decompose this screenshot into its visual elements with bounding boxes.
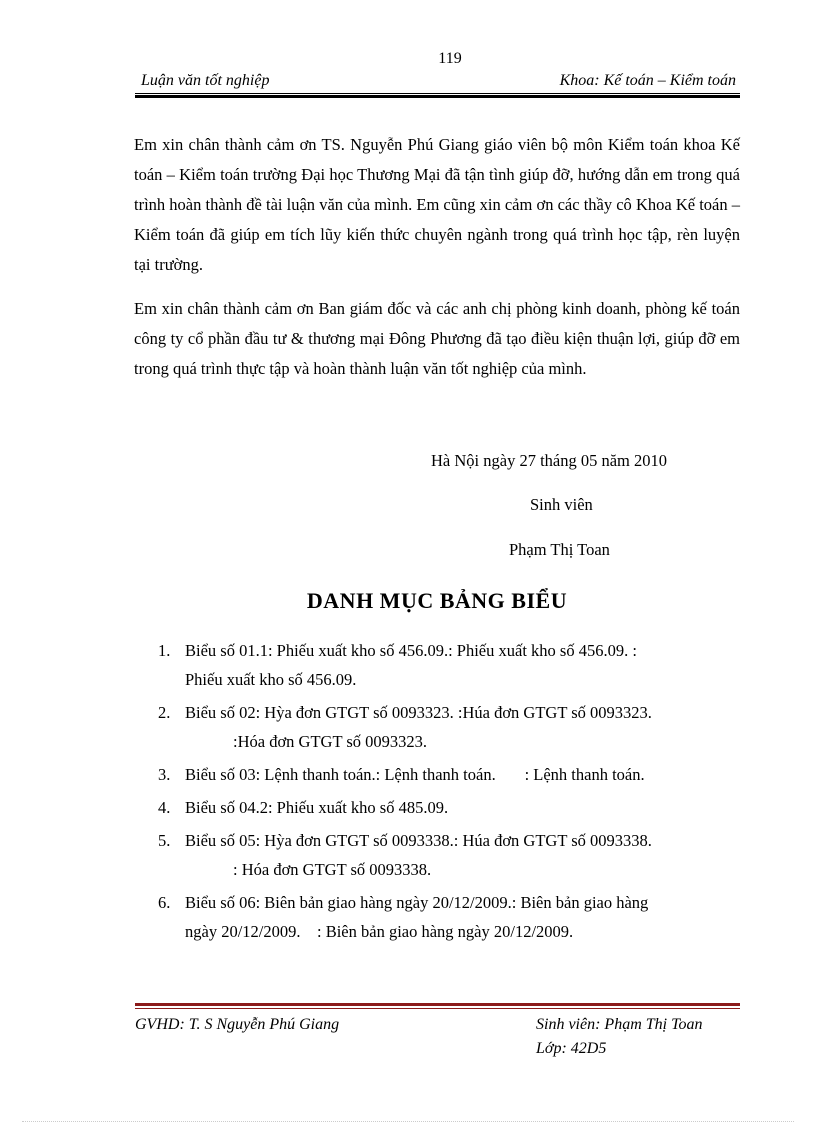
list-item-text: Biểu số 02: Hỳa đơn GTGT số 0093323. :Húa đơn GTGT số 0093323. xyxy=(185,703,652,722)
list-item-text-cont: : Hóa đơn GTGT số 0093338. xyxy=(233,860,432,879)
paragraph-2: Em xin chân thành cảm ơn Ban giám đốc và các anh chị phòng kinh doanh, phòng kế toán công ty cổ phần đầu tư & thương mại Đông Phương đã tạo điều kiện thuận lợi, giúp đỡ em trong quá trình thực tập và hoàn thành luận văn tốt nghiệp của mình. xyxy=(134,299,740,378)
signature-role: Sinh viên xyxy=(530,495,593,514)
footer-class: Lớp: 42D5 xyxy=(536,1040,607,1057)
list-item-text-cont: :Hóa đơn GTGT số 0093323. xyxy=(233,732,428,751)
table-list xyxy=(158,636,740,950)
list-item-number: 4. xyxy=(158,798,171,817)
list-item xyxy=(158,793,740,822)
footer-student xyxy=(536,1013,703,1061)
list-item-number: 6. xyxy=(158,893,171,912)
list-item-number: 3. xyxy=(158,765,171,784)
footer-advisor: GVHD: T. S Nguyễn Phú Giang xyxy=(135,1016,340,1033)
footer-rule-thick xyxy=(135,1003,740,1006)
header-left-title: Luận văn tốt nghiệp xyxy=(141,72,270,89)
list-item xyxy=(158,760,740,789)
list-item-text: Biểu số 06: Biên bản giao hàng ngày 20/12/2009.: Biên bản giao hàng xyxy=(185,893,649,912)
footer-rule-thin xyxy=(135,1008,740,1009)
signature-date: Hà Nội ngày 27 tháng 05 năm 2010 xyxy=(431,451,668,470)
header-rule-thin xyxy=(135,93,740,94)
header-rule-thick xyxy=(135,95,740,98)
list-item-number: 1. xyxy=(158,641,171,660)
list-item-text: Biểu số 04.2: Phiếu xuất kho số 485.09. xyxy=(185,798,449,817)
list-item xyxy=(158,888,740,946)
page-bottom-border xyxy=(22,1121,794,1122)
list-item-text: Biểu số 05: Hỳa đơn GTGT số 0093338.: Húa đơn GTGT số 0093338. xyxy=(185,831,652,850)
list-item xyxy=(158,698,740,756)
list-item xyxy=(158,826,740,884)
footer-student-name: Sinh viên: Phạm Thị Toan xyxy=(536,1016,703,1033)
list-item xyxy=(158,636,740,694)
list-item-text-cont: ngày 20/12/2009. : Biên bản giao hàng ngày 20/12/2009. xyxy=(185,922,574,941)
acknowledgement-body xyxy=(134,130,740,398)
page-number: 119 xyxy=(438,50,462,67)
list-title: DANH MỤC BẢNG BIỂU xyxy=(306,588,568,613)
list-item-number: 2. xyxy=(158,703,171,722)
list-item-number: 5. xyxy=(158,831,171,850)
signature-name: Phạm Thị Toan xyxy=(509,540,610,559)
paragraph-1: Em xin chân thành cảm ơn TS. Nguyễn Phú Giang giáo viên bộ môn Kiểm toán khoa Kế toán – Kiểm toán trường Đại học Thương Mại đã tận tình giúp đỡ, hướng dẫn em trong quá trình hoàn thành đề tài luận văn của mình. Em cũng xin cảm ơn các thầy cô Khoa Kế toán – Kiểm toán đã giúp em tích lũy kiến thức chuyên ngành trong quá trình học tập, rèn luyện tại trường. xyxy=(134,135,740,274)
list-item-text-cont: Phiếu xuất kho số 456.09. xyxy=(185,670,357,689)
list-item-text: Biểu số 01.1: Phiếu xuất kho số 456.09.: Phiếu xuất kho số 456.09. : xyxy=(185,641,637,660)
list-item-text: Biểu số 03: Lệnh thanh toán.: Lệnh thanh toán. : Lệnh thanh toán. xyxy=(185,765,645,784)
header-right-title: Khoa: Kế toán – Kiểm toán xyxy=(559,72,736,89)
